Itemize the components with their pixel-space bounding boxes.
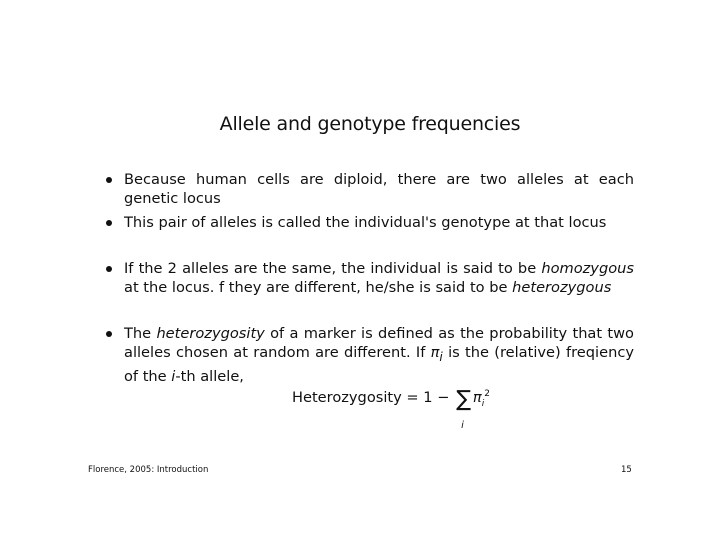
- summation-sign: ∑: [456, 386, 471, 412]
- bullet-homozygous: [106, 259, 634, 297]
- formula-term-subscript: i: [481, 398, 485, 409]
- summation-symbol: [456, 386, 471, 431]
- term-heterozygous: heterozygous: [512, 279, 612, 296]
- summation-index: i: [461, 419, 464, 431]
- bullet-genotype: [106, 213, 634, 232]
- term-homozygous: homozygous: [541, 260, 634, 277]
- footer-source: Florence, 2005: Introduction: [88, 465, 209, 475]
- symbol-pi-subscript: i: [439, 349, 443, 364]
- bullet-text-part: at the locus. f they are different, he/she is said to be: [124, 279, 513, 296]
- formula-term: π: [472, 388, 482, 406]
- bullet-text: This pair of alleles is called the individual's genotype at that locus: [124, 214, 607, 231]
- symbol-i: i: [171, 367, 176, 385]
- formula-term-exponent: 2: [484, 389, 490, 399]
- bullet-heterozygosity: [106, 324, 634, 386]
- bullet-text-part: The: [124, 325, 157, 342]
- bullet-text-part: -th allele,: [175, 367, 244, 385]
- term-heterozygosity: heterozygosity: [156, 325, 265, 342]
- formula-lhs: Heterozygosity = 1 −: [292, 388, 455, 406]
- slide-title: Allele and genotype frequencies: [219, 113, 521, 135]
- bullet-diploid: [106, 170, 634, 208]
- page-number: 15: [621, 465, 632, 475]
- bullet-text-part: of a marker is defined as the probability that two alleles chosen at random are different. If: [124, 325, 634, 361]
- bullet-text-part: is the (relative) freqiency of the: [124, 344, 634, 385]
- symbol-pi: π: [430, 344, 440, 361]
- bullet-text: Because human cells are diploid, there are two alleles at each genetic locus: [124, 171, 634, 207]
- heterozygosity-formula: [292, 385, 490, 431]
- bullet-text-part: If the 2 alleles are the same, the individual is said to be: [124, 260, 542, 277]
